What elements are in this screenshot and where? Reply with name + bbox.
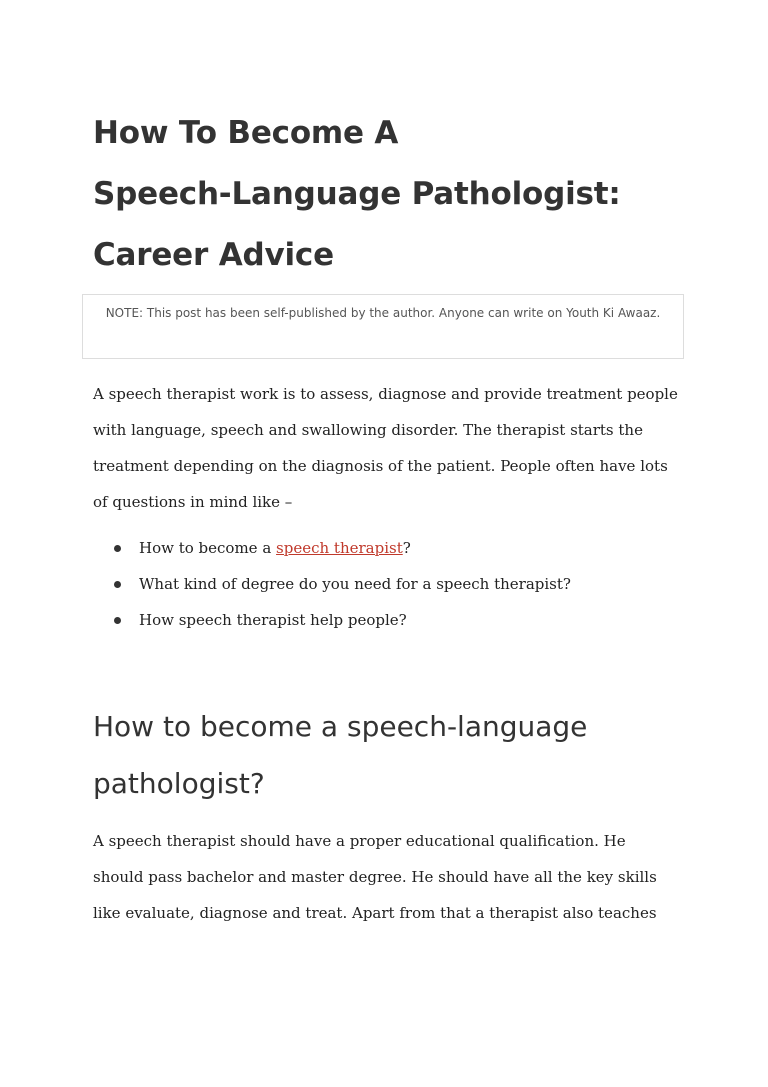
article-title-line: Career Advice [93, 237, 334, 273]
list-item [93, 566, 571, 602]
article-title-line: How To Become A [93, 115, 399, 151]
speech-therapist-link[interactable]: speech therapist [276, 539, 403, 557]
section-line: should pass bachelor and master degree. He should have all the key skills [93, 868, 657, 886]
intro-line: with language, speech and swallowing disorder. The therapist starts the [93, 421, 643, 439]
questions-list [93, 530, 571, 638]
self-published-note [82, 294, 684, 359]
intro-paragraph [93, 376, 685, 520]
section-heading-line: pathologist? [93, 767, 265, 800]
section-heading-line: How to become a speech-language [93, 710, 588, 743]
intro-line: A speech therapist work is to assess, diagnose and provide treatment people [93, 385, 678, 403]
list-item-text: How speech therapist help people? [139, 611, 407, 629]
bullet-icon [114, 617, 121, 624]
bullet-icon [114, 581, 121, 588]
section-paragraph [93, 823, 685, 931]
section-heading [93, 698, 685, 812]
self-published-note-text: NOTE: This post has been self-published by the author. Anyone can write on Youth Ki Awaaz. [105, 306, 661, 320]
list-item-text: ? [402, 539, 411, 557]
section-line: like evaluate, diagnose and treat. Apart from that a therapist also teaches [93, 904, 657, 922]
list-item [93, 602, 571, 638]
intro-line: of questions in mind like – [93, 493, 293, 511]
intro-line: treatment depending on the diagnosis of the patient. People often have lots [93, 457, 668, 475]
list-item-text: What kind of degree do you need for a speech therapist? [139, 575, 571, 593]
bullet-icon [114, 545, 121, 552]
list-item [93, 530, 571, 566]
list-item-text: How to become a [139, 539, 277, 557]
section-line: A speech therapist should have a proper educational qualification. He [93, 832, 626, 850]
article-title-line: Speech-Language Pathologist: [93, 176, 621, 212]
article-title [93, 103, 685, 286]
